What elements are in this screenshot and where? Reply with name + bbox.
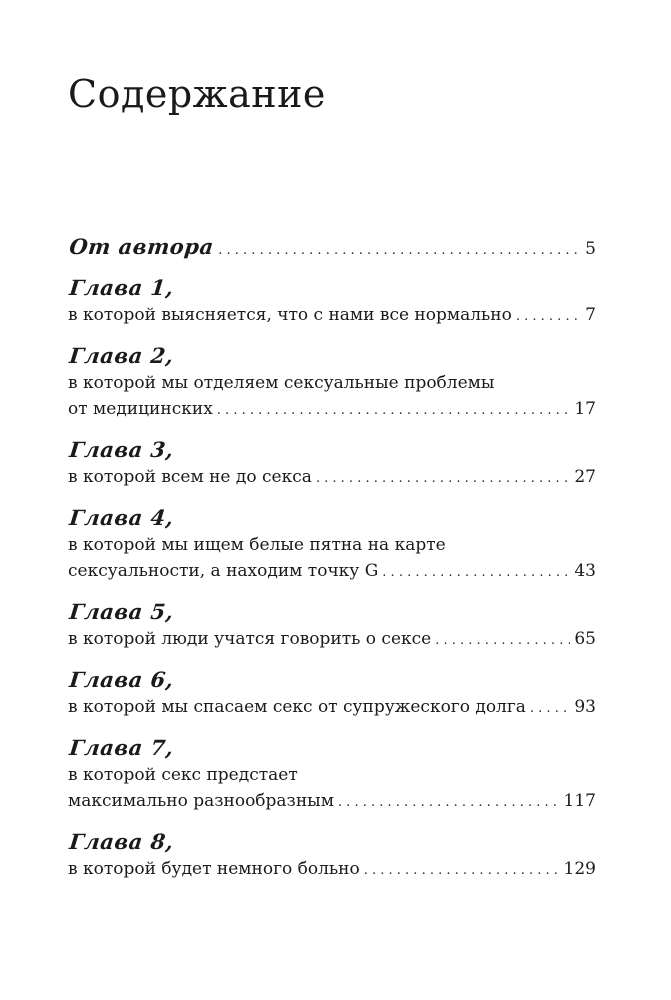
- toc-heading: Глава 5,: [68, 599, 175, 624]
- toc-heading: Глава 7,: [68, 735, 175, 760]
- chapter-description: в которой будет немного больно: [68, 859, 360, 879]
- toc-entry-chapter-7[interactable]: [68, 733, 596, 814]
- toc-entry-chapter-4[interactable]: [68, 503, 596, 584]
- toc-line: [68, 856, 596, 882]
- dot-leader: [217, 398, 571, 424]
- toc-heading: Глава 6,: [68, 667, 175, 692]
- toc-line: [68, 694, 596, 720]
- page-number: 27: [574, 467, 596, 487]
- page-title: Содержание: [68, 72, 326, 116]
- chapter-description: в которой выясняется, что с нами все нормально: [68, 305, 512, 325]
- table-of-contents: [68, 232, 596, 895]
- dot-leader: [338, 790, 560, 816]
- page-number: 7: [585, 305, 596, 325]
- toc-line: [68, 788, 596, 814]
- toc-heading: Глава 4,: [68, 505, 175, 530]
- chapter-description: в которой всем не до секса: [68, 467, 312, 487]
- toc-line: [68, 232, 596, 261]
- chapter-description: сексуальности, а находим точку G: [68, 561, 379, 581]
- chapter-description: в которой мы спасаем секс от супружеского долга: [68, 697, 526, 717]
- toc-entry-chapter-2[interactable]: [68, 341, 596, 422]
- chapter-description: от медицинских: [68, 399, 213, 419]
- chapter-description: в которой мы ищем белые пятна на карте: [68, 535, 446, 555]
- page-number: 5: [585, 239, 596, 259]
- dot-leader: [316, 466, 570, 492]
- dot-leader: [218, 243, 581, 258]
- dot-leader: [382, 560, 570, 586]
- toc-entry-chapter-5[interactable]: [68, 597, 596, 652]
- toc-entry-chapter-3[interactable]: [68, 435, 596, 490]
- toc-line: [68, 370, 596, 396]
- toc-line: [68, 302, 596, 328]
- dot-leader: [364, 858, 560, 884]
- toc-heading: Глава 8,: [68, 829, 175, 854]
- dot-leader: [435, 628, 570, 654]
- dot-leader: [516, 304, 581, 330]
- toc-entry-author[interactable]: [68, 232, 596, 261]
- dot-leader: [530, 696, 570, 722]
- toc-line: [68, 626, 596, 652]
- page-number: 129: [563, 859, 596, 879]
- toc-entry-chapter-1[interactable]: [68, 273, 596, 328]
- toc-heading: От автора: [68, 234, 216, 259]
- page-number: 65: [574, 629, 596, 649]
- toc-line: [68, 532, 596, 558]
- chapter-description: максимально разнообразным: [68, 791, 334, 811]
- toc-line: [68, 558, 596, 584]
- toc-entry-chapter-6[interactable]: [68, 665, 596, 720]
- toc-line: [68, 464, 596, 490]
- toc-heading: Глава 3,: [68, 437, 175, 462]
- chapter-description: в которой люди учатся говорить о сексе: [68, 629, 432, 649]
- toc-line: [68, 396, 596, 422]
- page-number: 93: [574, 697, 596, 717]
- page-number: 43: [574, 561, 596, 581]
- chapter-description: в которой секс предстает: [68, 765, 298, 785]
- chapter-description: в которой мы отделяем сексуальные проблемы: [68, 373, 495, 393]
- toc-heading: Глава 1,: [68, 275, 175, 300]
- toc-entry-chapter-8[interactable]: [68, 827, 596, 882]
- toc-heading: Глава 2,: [68, 343, 175, 368]
- toc-line: [68, 762, 596, 788]
- page-number: 117: [563, 791, 596, 811]
- page-number: 17: [574, 399, 596, 419]
